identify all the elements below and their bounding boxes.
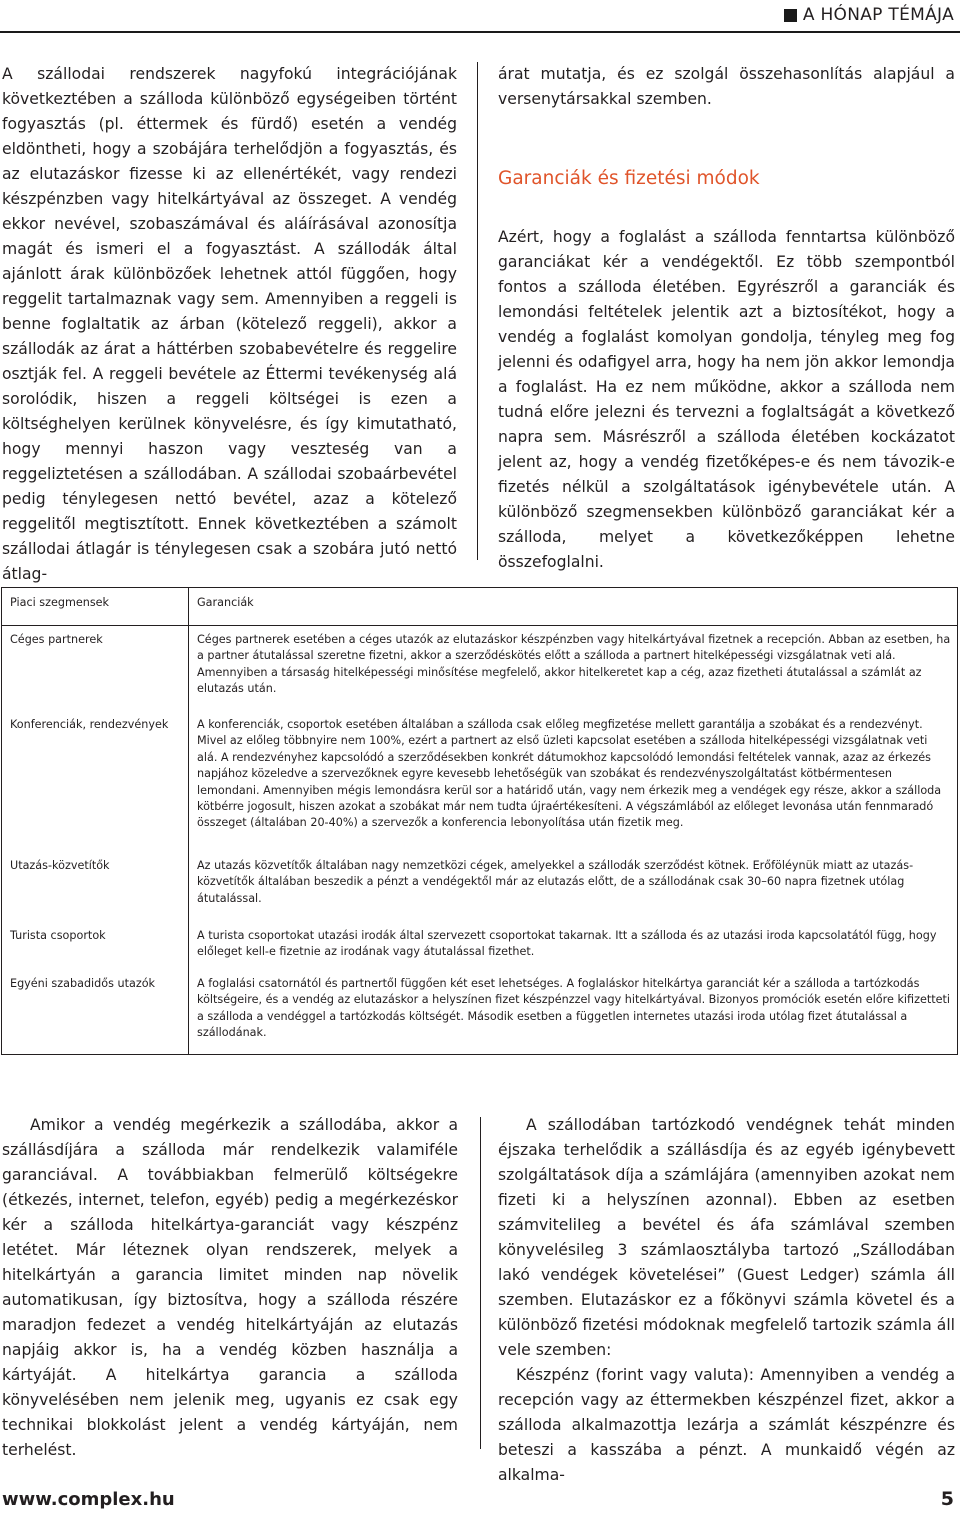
segment-cell: Konferenciák, rendezvények [2, 711, 189, 852]
guarantee-cell: Céges partnerek esetében a céges utazók az elutazáskor készpénzben vagy hitelkártyával fizetnek a recepción. Abban az esetben, ha a partner átutalással szeretne fizetni, akkor a szerződéskötés előtt a szálloda a partnert hitelképességi vizsgálatnak veti alá. Amennyiben a társaság hitelképességi minősítése megfelelő, akkor hitelkeretet kap a cég, azaz fizetheti átutalással a számlát az elutazás után. [197, 633, 951, 696]
footer-url[interactable]: www.complex.hu [2, 1489, 175, 1510]
top-right-column [498, 62, 955, 575]
paragraph: A szállodai rendszerek nagyfokú integrációjának következtében a szálloda különböző egységeiben történt fogyasztás (pl. éttermek és fürdő) esetén a vendég eldöntheti, hogy a szobájára terhelődjön a fogyasztás, és az elutazáskor fizesse ki az ellenértékét, vagy rendezi készpénzben vagy hitelkártyával az összeget. A vendég ekkor nevével, szobaszámával és aláírásával azonosítja magát és ismeri el a fogyasztást. A szállodák által ajánlott árak különbözőek lehetnek attól függően, hogy reggelit tartalmaznak vagy sem. Amennyiben a reggeli is benne foglaltatik az árban (kötelező reggeli), akkor a szállodák az árat a háttérben szobabevételre és reggelire osztják fel. A reggeli bevétele az Éttermi tevékenység alá sorolódik, hiszen a reggeli költségei is ezen a költséghelyen kerülnek könyvelésre, és így kimutatható, hogy mennyi haszon vagy veszteség van a reggeliztetésen a szállodában. A szállodai szobaárbevétel pedig ténylegesen nettó bevétel, azaz a kötelező reggelitől megtisztított. Ennek következtében a számolt szállodai átlagár is ténylegesen csak a szobára jutó nettó átlag- [2, 65, 457, 583]
table-row [2, 970, 958, 1055]
column-divider [477, 62, 478, 560]
table-header-cell: Garanciák [189, 588, 958, 626]
guarantee-cell: A foglalási csatornától és partnertől függően két eset lehetséges. A foglaláskor hitelkártya garanciát kér a szálloda a tartózkodás költségeire, és a vendég az elutazáskor a helyszínen fizet készpénzzel vagy hitelkártyával. Bizonyos promóciók esetén előre kifizetteti a szálloda a vendéggel a tartózkodás költségét. Második esetben a független internetes utazási iroda utólag fizet átutalással a szállodának. [197, 977, 950, 1040]
paragraph: árat mutatja, és ez szolgál összehasonlítás alapjául a versenytársakkal szemben. [498, 65, 955, 108]
square-bullet-icon [784, 9, 797, 22]
paragraph: Készpénz (forint vagy valuta): Amennyiben a vendég a recepción vagy az éttermekben készpénzel fizet, akkor a szálloda alkalmazottja lezárja a számlát készpénzre és beteszi a kasszába a pénzt. A munkaidő végén az alkalma- [498, 1366, 955, 1484]
table-row [2, 711, 958, 852]
table-header-row [2, 588, 958, 626]
section-header [784, 2, 954, 28]
guarantee-cell: A konferenciák, csoportok esetében általában a szálloda csak előleg megfizetése mellett garantálja a szobákat és a rendezvényt. Mivel az előleg többnyire nem 100%, ezért a partnert az első üzleti kapcsolat esetében a szálloda hitelképességi vizsgálatnak veti alá. A rendezvényhez kapcsolódó a szerződésekben konkrét dátumokhoz kapcsolódó lemondási feltételek vannak, azaz az érkezés napjához közeledve a szervezőknek egyre kevesebb lehetőségük van szobákat és rendezvényszolgáltatást kötbérmentesen lemondani. Amennyiben mégis lemondásra kerül sor a határidő után, vagy nem érkezik meg a vendégek egy része, akkor a szálloda kötbérre jogosult, hiszen azokat a szobákat már nem tudta újraértékesíteni. A végszámlából az előleget levonása után fennmaradó összeget (általában 20-40%) a szervezők a konferencia lebonyolítása után fizetik meg. [197, 718, 942, 830]
section-heading: Garanciák és fizetési módok [498, 168, 760, 189]
guarantees-table [1, 587, 958, 1055]
paragraph: Azért, hogy a foglalást a szálloda fenntartsa különböző garanciákat kér a vendégektől. Ez több szempontból fontos a szálloda életében. Egyrészről a garanciák és lemondási feltételek jelentik azt a biztosítékot, hogy a vendég a foglalást komolyan gondolja, tényleg meg fog jelenni és odafigyel arra, hogy ha nem jön akkor lemondja a foglalást. Ha ez nem működne, akkor a szálloda nem tudná előre jelezni és tervezni a foglaltságát a következő napra sem. Másrészről a szálloda életében kockázatot jelent az, hogy a vendég fizetőképes-e és nem távozik-e fizetés nélkül a szolgáltatások igénybevétele után. A különböző szegmensekben különböző garanciákat kér a szálloda, melyet a következőképpen lehetne összefoglalni. [498, 228, 955, 571]
table-header-cell: Piaci szegmensek [2, 588, 189, 626]
table-row [2, 922, 958, 970]
table-row [2, 626, 958, 712]
segment-cell: Egyéni szabadidős utazók [2, 970, 189, 1055]
segment-cell: Turista csoportok [2, 922, 189, 970]
column-divider [480, 1117, 481, 1449]
top-left-column [2, 62, 457, 587]
bottom-left-column [2, 1113, 458, 1463]
guarantee-cell: Az utazás közvetítők általában nagy nemzetközi cégek, amelyekkel a szállodák szerződést kötnek. Erőföléynük miatt az utazás-közvetítők általában beszedik a pénzt a vendégektől már az elutazás előtt, de a szállodának csak 30–60 napra fizetnek utólag átutalással. [197, 859, 914, 905]
paragraph: A szállodában tartózkodó vendégnek tehát minden éjszaka terhelődik a szállásdíja és az egyéb igénybevett szolgáltatások díja a számlájára (amennyiben azokat nem fizeti ki a helyszínen azonnal). Ebben az esetben számviteliIeg a bevétel és áfa számlával szemben könyvelésileg 3 számlaosztályba tartozó „Szállodában lakó vendégek követelései” (Guest Ledger) számla áll szemben. Elutazáskor ez a főkönyvi számla követel és a különböző fizetési módoknak megfelelő tartozik számla áll vele szemben: [498, 1116, 955, 1359]
section-title: A HÓNAP TÉMÁJA [802, 5, 954, 25]
table-row [2, 852, 958, 922]
page-number: 5 [940, 1488, 954, 1510]
header-rule [0, 31, 960, 33]
paragraph: Amikor a vendég megérkezik a szállodába, akkor a szállásdíjára a szálloda már rendelkezik valamiféle garanciával. A továbbiakban felmerülő költségekre (étkezés, internet, telefon, egyéb) pedig a megérkezéskor kér a szálloda hitelkártya-garanciát vagy készpénz letétet. Már léteznek olyan rendszerek, melyek a hitelkártyán a garancia limitet minden nap növelik automatikusan, így biztosítva, hogy a szálloda részére maradjon fedezet a vendég hitelkártyáján az elutazás napjáig akkor is, ha a vendég közben használja a kártyáját. A hitelkártya garancia a szálloda könyvelésében nem jelenik meg, ugyanis ez csak egy technikai blokkolást jelent a vendég kártyáján, nem terhelést. [2, 1116, 458, 1459]
guarantee-cell: A turista csoportokat utazási irodák által szervezett csoportokat takarnak. Itt a szálloda és az utazási iroda kapcsolatától függ, hogy előleget kell-e fizetnie az irodának vagy átutalással fizethet. [197, 929, 937, 959]
bottom-right-column [498, 1113, 955, 1488]
segment-cell: Utazás-közvetítők [2, 852, 189, 922]
segment-cell: Céges partnerek [2, 626, 189, 712]
